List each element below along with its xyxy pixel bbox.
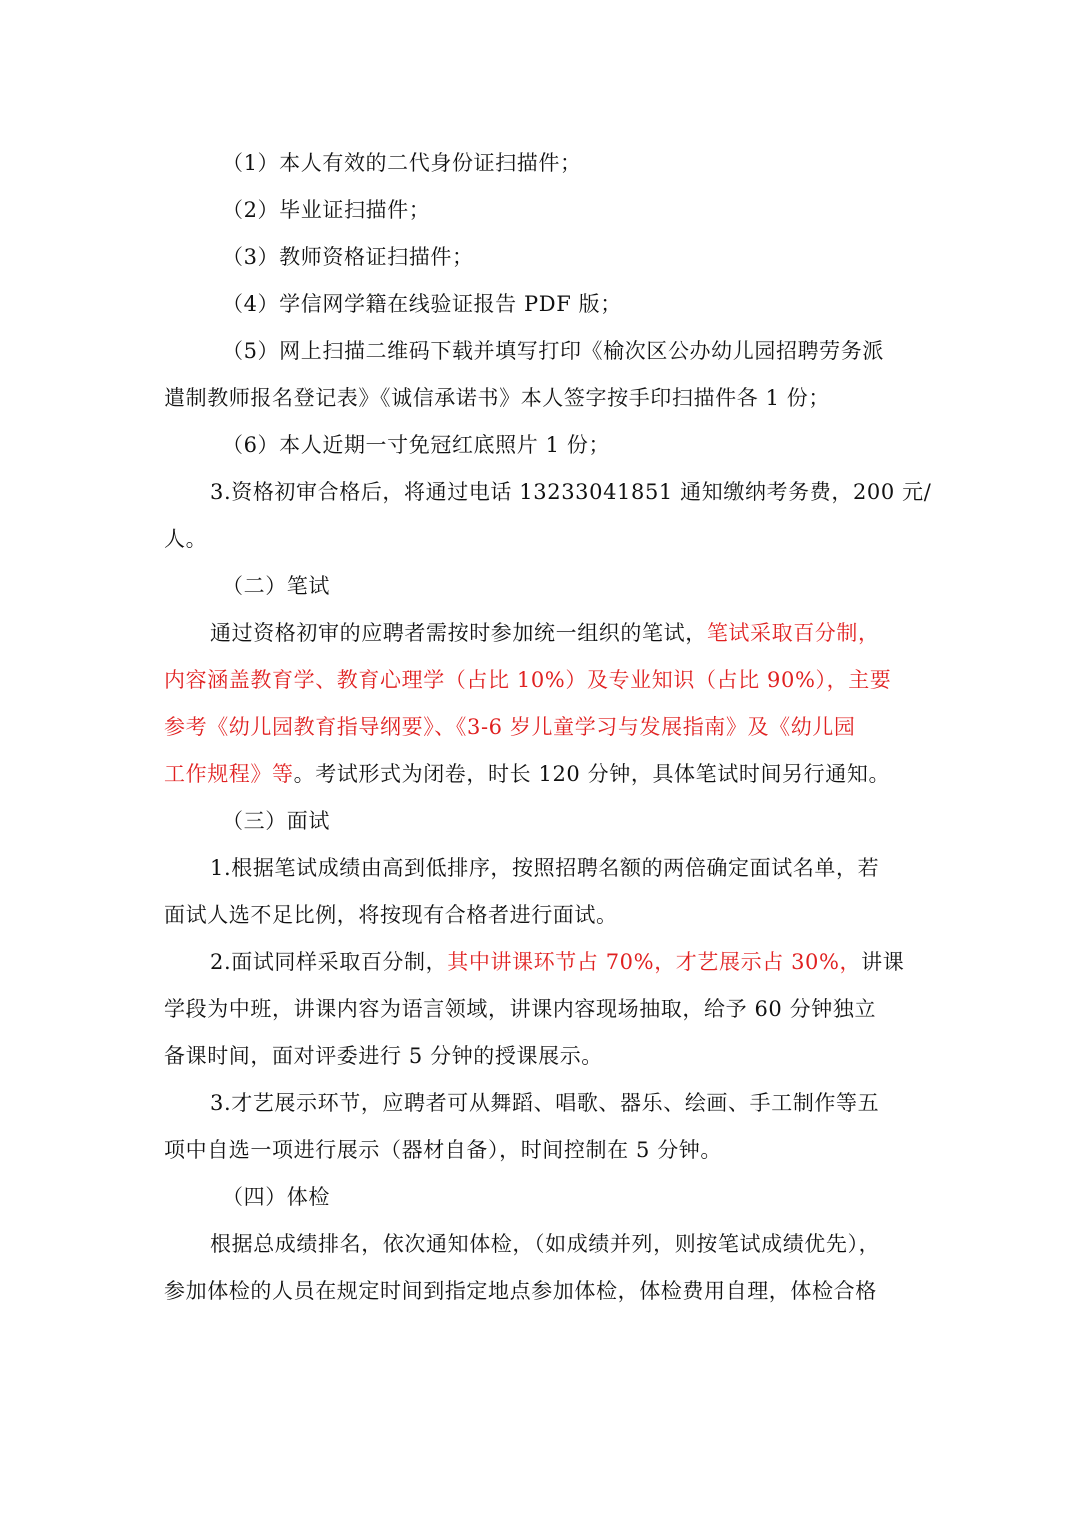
fee-paragraph-line2: 人。 <box>164 527 208 551</box>
interview-rule2-line3: 备课时间，面对评委进行 5 分钟的授课展示。 <box>164 1044 603 1068</box>
written-exam-line4 <box>164 751 919 798</box>
written-exam-highlight-text: 笔试采取百分制， <box>706 621 880 645</box>
written-exam-highlight-text: 工作规程》等 <box>164 762 294 786</box>
written-exam-line3: 参考《幼儿园教育指导纲要》、《3-6 岁儿童学习与发展指南》及《幼儿园 <box>164 715 856 739</box>
physical-line1: 根据总成绩排名，依次通知体检，（如成绩并列，则按笔试成绩优先）， <box>210 1232 881 1256</box>
physical-line2: 参加体检的人员在规定时间到指定地点参加体检，体检费用自理，体检合格 <box>164 1279 877 1303</box>
fee-paragraph-line1: 3.资格初审合格后，将通过电话 13233041851 通知缴纳考务费，200 元/ <box>210 480 932 504</box>
interview-normal-text: 讲课 <box>861 950 905 974</box>
written-exam-normal-text: 。考试形式为闭卷，时长 120 分钟，具体笔试时间另行通知。 <box>293 762 891 786</box>
interview-normal-text: 2.面试同样采取百分制， <box>210 950 448 974</box>
written-exam-line1 <box>164 610 919 657</box>
interview-rule3-line2: 项中自选一项进行展示（器材自备），时间控制在 5 分钟。 <box>164 1138 723 1162</box>
material-item-5-line1: （5）网上扫描二维码下载并填写打印《榆次区公办幼儿园招聘劳务派 <box>222 339 884 363</box>
material-item-2: （2）毕业证扫描件； <box>222 198 431 222</box>
section-heading-physical: （四）体检 <box>222 1185 330 1209</box>
interview-rule3-line1: 3.才艺展示环节，应聘者可从舞蹈、唱歌、器乐、绘画、手工制作等五 <box>210 1091 880 1115</box>
material-item-3: （3）教师资格证扫描件； <box>222 245 474 269</box>
section-heading-interview: （三）面试 <box>222 809 330 833</box>
material-item-1: （1）本人有效的二代身份证扫描件； <box>222 151 582 175</box>
interview-rule2-line2: 学段为中班，讲课内容为语言领域，讲课内容现场抽取，给予 60 分钟独立 <box>164 997 877 1021</box>
written-exam-line2: 内容涵盖教育学、教育心理学（占比 10%）及专业知识（占比 90%），主要 <box>164 668 892 692</box>
interview-rule2-line1 <box>164 939 919 986</box>
written-exam-normal-text: 通过资格初审的应聘者需按时参加统一组织的笔试， <box>210 621 707 645</box>
material-item-6: （6）本人近期一寸免冠红底照片 1 份； <box>222 433 611 457</box>
material-item-5-line2: 遣制教师报名登记表》《诚信承诺书》本人签字按手印扫描件各 1 份； <box>164 386 831 410</box>
interview-rule1-line1: 1.根据笔试成绩由高到低排序，按照招聘名额的两倍确定面试名单，若 <box>210 856 880 880</box>
interview-rule1-line2: 面试人选不足比例，将按现有合格者进行面试。 <box>164 903 618 927</box>
section-heading-written-exam: （二）笔试 <box>222 574 330 598</box>
material-item-4: （4）学信网学籍在线验证报告 PDF 版； <box>222 292 622 316</box>
document-page <box>164 140 932 1315</box>
interview-highlight-text: 其中讲课环节占 70%，才艺展示占 30%， <box>447 950 862 974</box>
